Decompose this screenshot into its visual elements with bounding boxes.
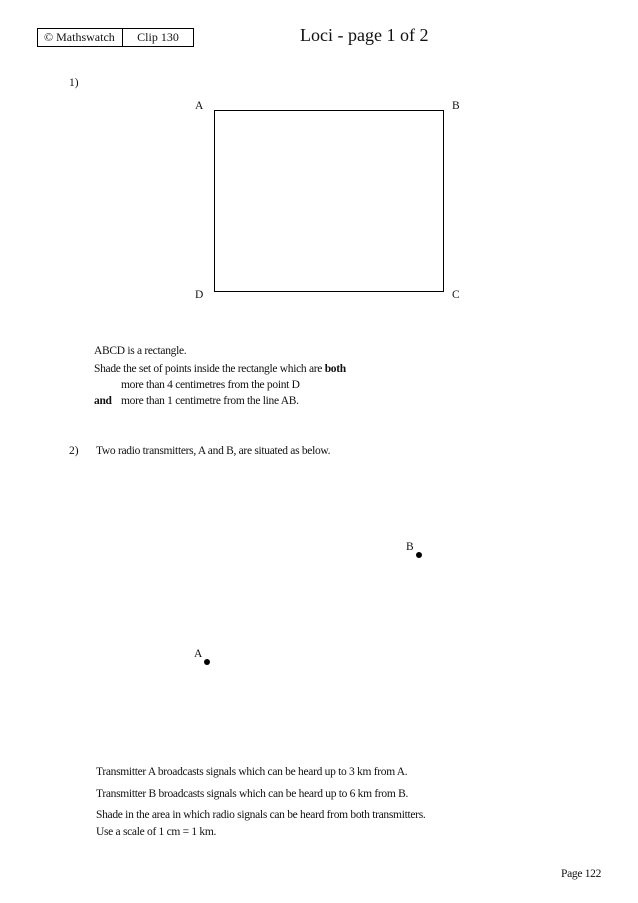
clip-label: Clip 130 (137, 30, 179, 44)
vertex-c-label: C (452, 289, 460, 301)
header-tag (37, 28, 194, 47)
q1-line-1: ABCD is a rectangle. (94, 345, 187, 357)
point-a-dot (204, 659, 210, 665)
q1-and-bold: and (94, 395, 112, 407)
vertex-d-label: D (195, 289, 204, 301)
q2-line-2: Transmitter B broadcasts signals which can be heard up to 6 km from B. (96, 788, 409, 800)
q1-line-2-bold: both (324, 363, 346, 375)
q1-line-2-text: Shade the set of points inside the rectangle which are (94, 363, 325, 375)
question-1-number: 1) (69, 77, 79, 89)
vertex-a-label: A (195, 100, 204, 112)
q1-line-4-and (94, 395, 112, 407)
page-number: Page 122 (561, 868, 602, 880)
q2-line-1: Transmitter A broadcasts signals which can be heard up to 3 km from A. (96, 766, 408, 778)
rectangle-abcd (214, 110, 444, 292)
q1-line-3: more than 4 centimetres from the point D (121, 379, 300, 391)
q2-line-3: Shade in the area in which radio signals can be heard from both transmitters. (96, 809, 426, 821)
q2-intro: Two radio transmitters, A and B, are situated as below. (96, 445, 331, 457)
question-2-number: 2) (69, 445, 79, 457)
point-b-dot (416, 552, 422, 558)
vertex-b-label: B (452, 100, 460, 112)
point-b-label: B (406, 541, 414, 553)
copyright-label: © Mathswatch (38, 29, 123, 46)
q1-line-2 (94, 363, 346, 375)
point-a-label: A (194, 648, 203, 660)
q1-line-4: more than 1 centimetre from the line AB. (121, 395, 299, 407)
q2-line-4: Use a scale of 1 cm = 1 km. (96, 826, 217, 838)
page-title: Loci - page 1 of 2 (300, 25, 429, 45)
